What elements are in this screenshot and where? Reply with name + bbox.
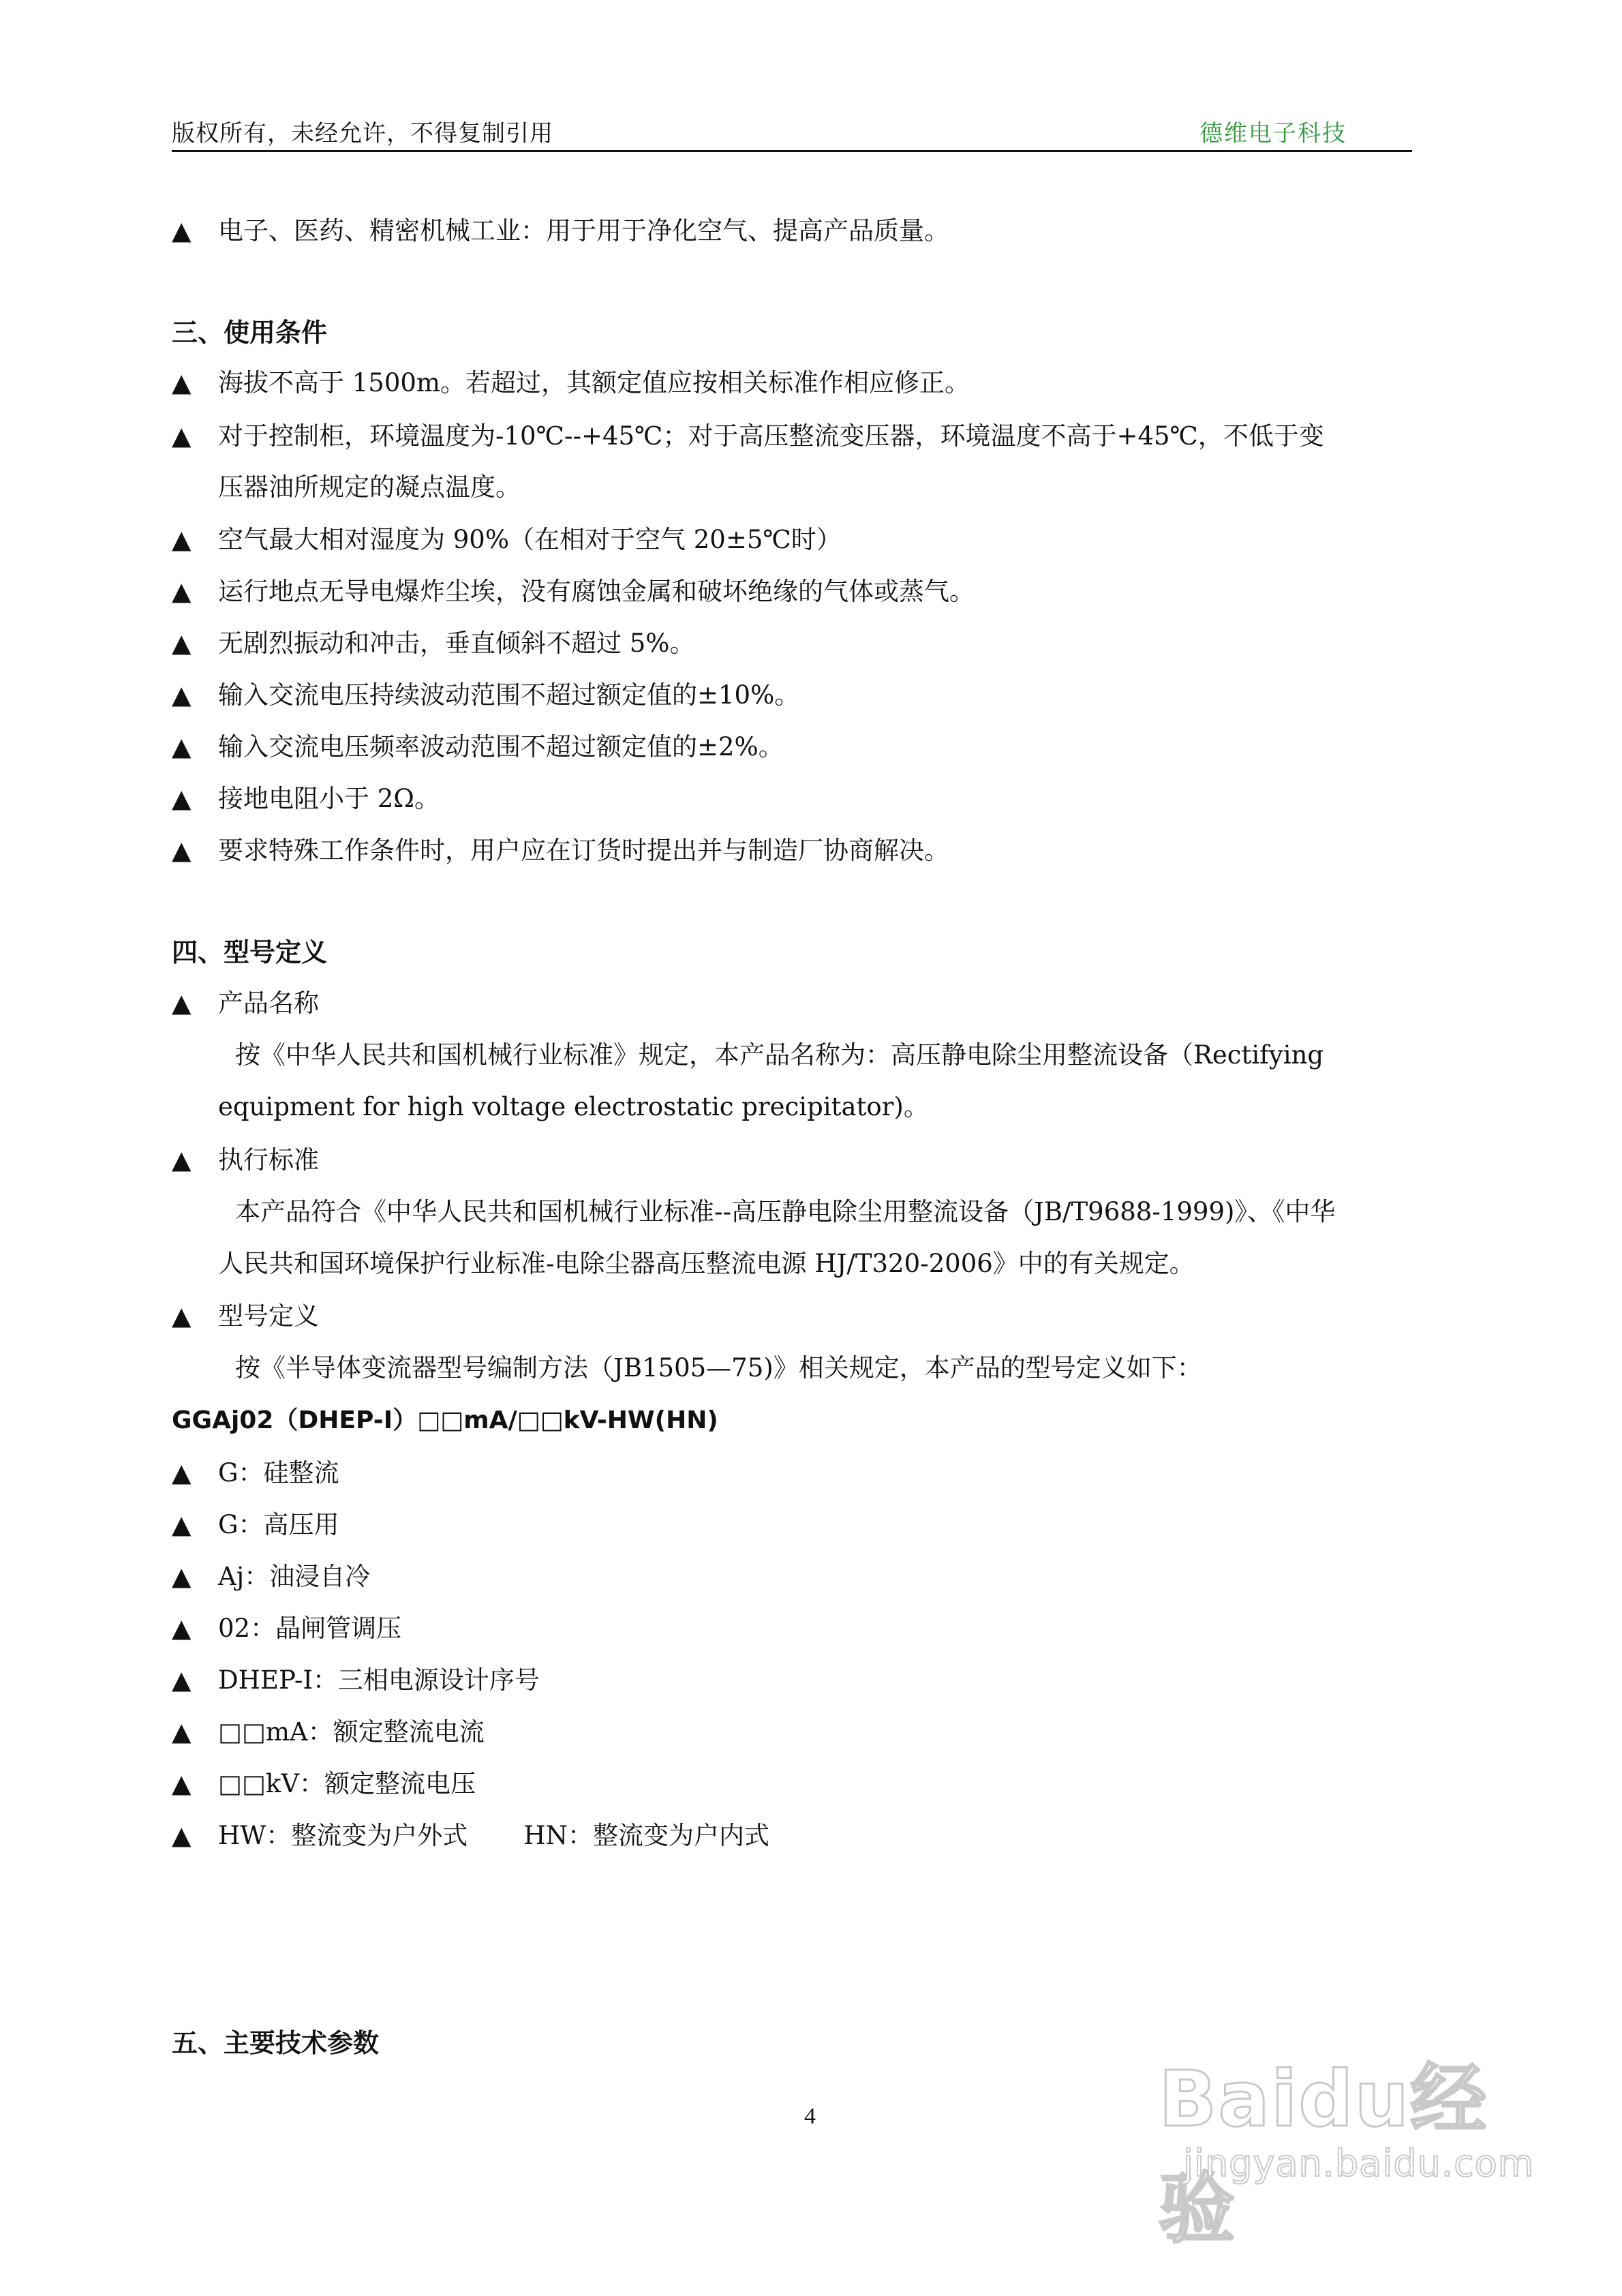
list-item: ▲ 无剧烈振动和冲击，垂直倾斜不超过 5%。 xyxy=(172,626,694,661)
bullet-triangle-icon: ▲ xyxy=(172,216,192,245)
header-divider xyxy=(172,150,1412,152)
company-name: 德维电子科技 xyxy=(1199,120,1347,147)
watermark-brand: Baidu经验 xyxy=(1159,2055,1488,2254)
page-number: 4 xyxy=(804,2104,816,2129)
bullet-triangle-icon: ▲ xyxy=(172,1614,192,1643)
list-item: ▲ 空气最大相对湿度为 90%（在相对于空气 20±5℃时） xyxy=(172,523,842,557)
bullet-triangle-icon: ▲ xyxy=(172,629,192,658)
bullet-triangle-icon: ▲ xyxy=(172,680,192,710)
list-item: ▲ 执行标准 xyxy=(172,1143,319,1177)
paragraph-line: 本产品符合《中华人民共和国机械行业标准--高压静电除尘用整流设备（JB/T9688-1999)》、《中华 xyxy=(235,1197,1336,1226)
baidu-watermark xyxy=(1159,2038,1540,2254)
bullet-triangle-icon: ▲ xyxy=(172,1562,192,1591)
watermark-url: jingyan.baidu.com xyxy=(1183,2142,1535,2185)
list-item: ▲ 型号定义 xyxy=(172,1299,319,1333)
bullet-triangle-icon: ▲ xyxy=(172,732,192,761)
list-item: ▲ G：硅整流 xyxy=(172,1456,339,1490)
list-item: ▲ 海拔不高于 1500m。若超过，其额定值应按相关标准作相应修正。 xyxy=(172,366,970,400)
list-item: ▲ 运行地点无导电爆炸尘埃，没有腐蚀金属和破坏绝缘的气体或蒸气。 xyxy=(172,575,975,609)
list-item: ▲ 电子、医药、精密机械工业：用于用于净化空气、提高产品质量。 xyxy=(172,214,949,248)
list-item: ▲ Aj：油浸自冷 xyxy=(172,1560,370,1594)
bullet-triangle-icon: ▲ xyxy=(172,988,192,1018)
list-item: ▲ 02：晶闸管调压 xyxy=(172,1612,401,1646)
list-item: ▲ G：高压用 xyxy=(172,1508,339,1542)
bullet-triangle-icon: ▲ xyxy=(172,784,192,813)
list-item: ▲ DHEP-I：三相电源设计序号 xyxy=(172,1663,540,1697)
list-item: ▲ 输入交流电压频率波动范围不超过额定值的±2%。 xyxy=(172,730,784,764)
bullet-triangle-icon: ▲ xyxy=(172,368,192,397)
list-item: ▲ □□mA：额定整流电流 xyxy=(172,1715,485,1749)
bullet-triangle-icon: ▲ xyxy=(172,1510,192,1539)
bullet-triangle-icon: ▲ xyxy=(172,525,192,554)
bullet-triangle-icon: ▲ xyxy=(172,1458,192,1487)
list-item: ▲ □□kV：额定整流电压 xyxy=(172,1767,476,1801)
list-item: ▲ 要求特殊工作条件时，用户应在订货时提出并与制造厂协商解决。 xyxy=(172,834,949,868)
section-title-main-parameters: 五、主要技术参数 xyxy=(172,2028,380,2058)
list-item: ▲ 接地电阻小于 2Ω。 xyxy=(172,782,440,816)
bullet-triangle-icon: ▲ xyxy=(172,577,192,606)
list-item: ▲ 输入交流电压持续波动范围不超过额定值的±10%。 xyxy=(172,678,799,712)
model-code: GGAj02（DHEP-Ⅰ）□□mA/□□kV-HW(HN) xyxy=(172,1406,718,1434)
paragraph-line: 按《半导体变流器型号编制方法（JB1505—75)》相关规定，本产品的型号定义如下： xyxy=(235,1353,1202,1383)
bullet-triangle-icon: ▲ xyxy=(172,836,192,865)
list-item: ▲ HW：整流变为户外式 HN：整流变为户内式 xyxy=(172,1819,769,1853)
bullet-triangle-icon: ▲ xyxy=(172,1145,192,1175)
paragraph-line: equipment for high voltage electrostatic precipitator)。 xyxy=(218,1092,929,1121)
copyright-notice: 版权所有，未经允许，不得复制引用 xyxy=(172,120,553,147)
list-item-continuation: 压器油所规定的凝点温度。 xyxy=(218,472,521,502)
paragraph-line: 按《中华人民共和国机械行业标准》规定，本产品名称为：高压静电除尘用整流设备（Rectifying xyxy=(235,1040,1324,1070)
list-item: ▲ 对于控制柜，环境温度为-10℃--+45℃；对于高压整流变压器，环境温度不高于+45℃，不低于变 xyxy=(172,419,1324,453)
bullet-triangle-icon: ▲ xyxy=(172,421,192,451)
list-item: ▲ 产品名称 xyxy=(172,986,319,1021)
bullet-triangle-icon: ▲ xyxy=(172,1821,192,1850)
section-title-usage-conditions: 三、使用条件 xyxy=(172,318,328,348)
section-title-model-definition: 四、型号定义 xyxy=(172,937,328,967)
bullet-triangle-icon: ▲ xyxy=(172,1665,192,1695)
bullet-triangle-icon: ▲ xyxy=(172,1717,192,1747)
bullet-triangle-icon: ▲ xyxy=(172,1769,192,1798)
paragraph-line: 人民共和国环境保护行业标准-电除尘器高压整流电源 HJ/T320-2006》中的有关规定。 xyxy=(218,1249,1195,1278)
bullet-triangle-icon: ▲ xyxy=(172,1301,192,1331)
